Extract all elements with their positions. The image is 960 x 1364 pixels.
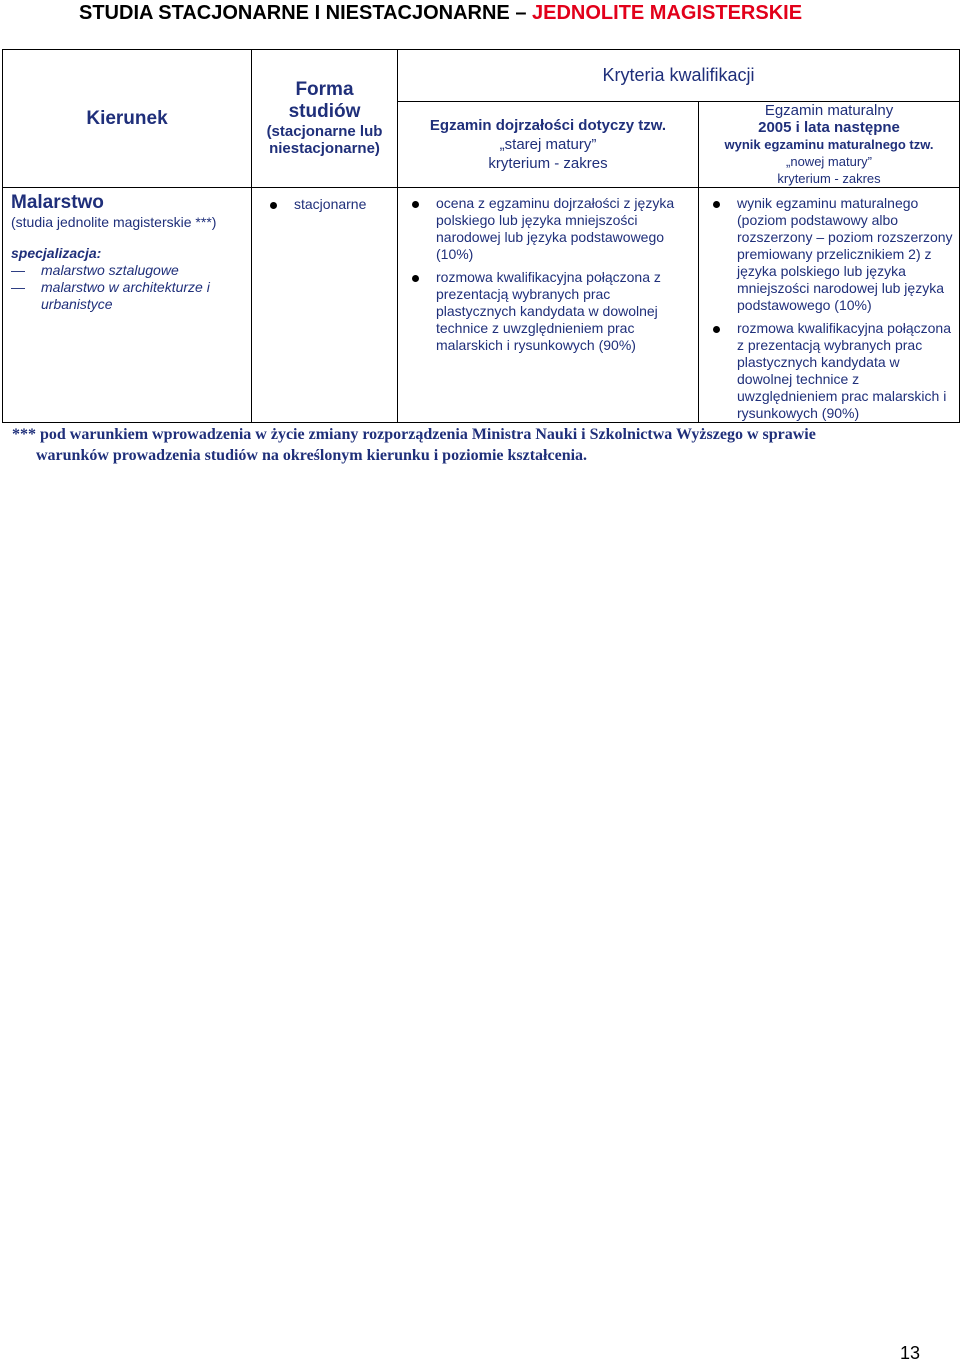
stara-l3: kryterium - zakres: [488, 155, 608, 172]
page-number: 13: [900, 1343, 921, 1363]
header-kryteria: Kryteria kwalifikacji: [398, 50, 960, 102]
header-kierunek: Kierunek: [3, 50, 252, 188]
footnote-line1: *** pod warunkiem wprowadzenia w życie zmiany rozporządzenia Ministra Nauki i Szkolnictwa Wyższego w sprawie: [12, 426, 816, 443]
kierunek-sub: (studia jednolite magisterskie ***): [11, 214, 217, 230]
kierunek-name: Malarstwo: [11, 192, 104, 213]
forma-cell: [252, 188, 398, 423]
spec-item: — malarstwo w architekturze i urbanistyce: [11, 279, 245, 313]
page-title: [79, 2, 802, 25]
stara-criterion: ocena z egzaminu dojrzałości z języka polskiego lub języka mniejszości narodowej lub języka podstawowego (10%): [406, 195, 694, 263]
nowa-l2: 2005 i lata następne: [758, 119, 900, 136]
nowa-criterion: rozmowa kwalifikacyjna połączona z prezentacją wybranych prac plastycznych kandydata w dowolnej technice z uwzględnieniem prac malarskich i rysunkowych (90%): [707, 320, 955, 422]
header-stara-matura: [398, 102, 699, 188]
footnote-line2: warunków prowadzenia studiów na określonym kierunku i poziomie kształcenia.: [36, 447, 588, 464]
stara-l2: „starej matury”: [499, 136, 597, 153]
nowa-l4: „nowej matury”: [786, 154, 872, 169]
qualification-table: [2, 49, 960, 423]
spec-label: specjalizacja:: [11, 245, 102, 261]
spec-item: — malarstwo sztalugowe: [11, 262, 245, 279]
header-nowa-matura: [699, 102, 960, 188]
nowa-l1: Egzamin maturalny: [764, 102, 894, 119]
nowa-criterion: wynik egzaminu maturalnego (poziom podstawowy albo rozszerzony – poziom rozszerzony premiowany przelicznikiem 2) z języka polskiego lub języka mniejszości narodowej lub języka podstawowego (10%): [707, 195, 955, 314]
forma-value: stacjonarne: [264, 196, 397, 213]
nowa-l3: wynik egzaminu maturalnego tzw.: [724, 137, 934, 152]
stara-criterion: rozmowa kwalifikacyjna połączona z prezentacją wybranych prac plastycznych kandydata w dowolnej technice z uwzględnieniem prac malarskich i rysunkowych (90%): [406, 269, 694, 354]
nowa-criteria-cell: [699, 188, 960, 423]
title-highlight: JEDNOLITE MAGISTERSKIE: [532, 2, 803, 24]
stara-criteria-cell: [398, 188, 699, 423]
kierunek-cell: [3, 188, 252, 423]
title-main: STUDIA STACJONARNE I NIESTACJONARNE –: [79, 2, 533, 24]
stara-l1: Egzamin dojrzałości dotyczy tzw.: [429, 117, 667, 134]
header-forma-title: Forma studiów: [288, 79, 361, 123]
nowa-l5: kryterium - zakres: [777, 171, 881, 186]
header-forma-sub: (stacjonarne lub niestacjonarne): [266, 123, 383, 158]
header-forma: [252, 50, 398, 188]
footnote: [12, 424, 952, 466]
